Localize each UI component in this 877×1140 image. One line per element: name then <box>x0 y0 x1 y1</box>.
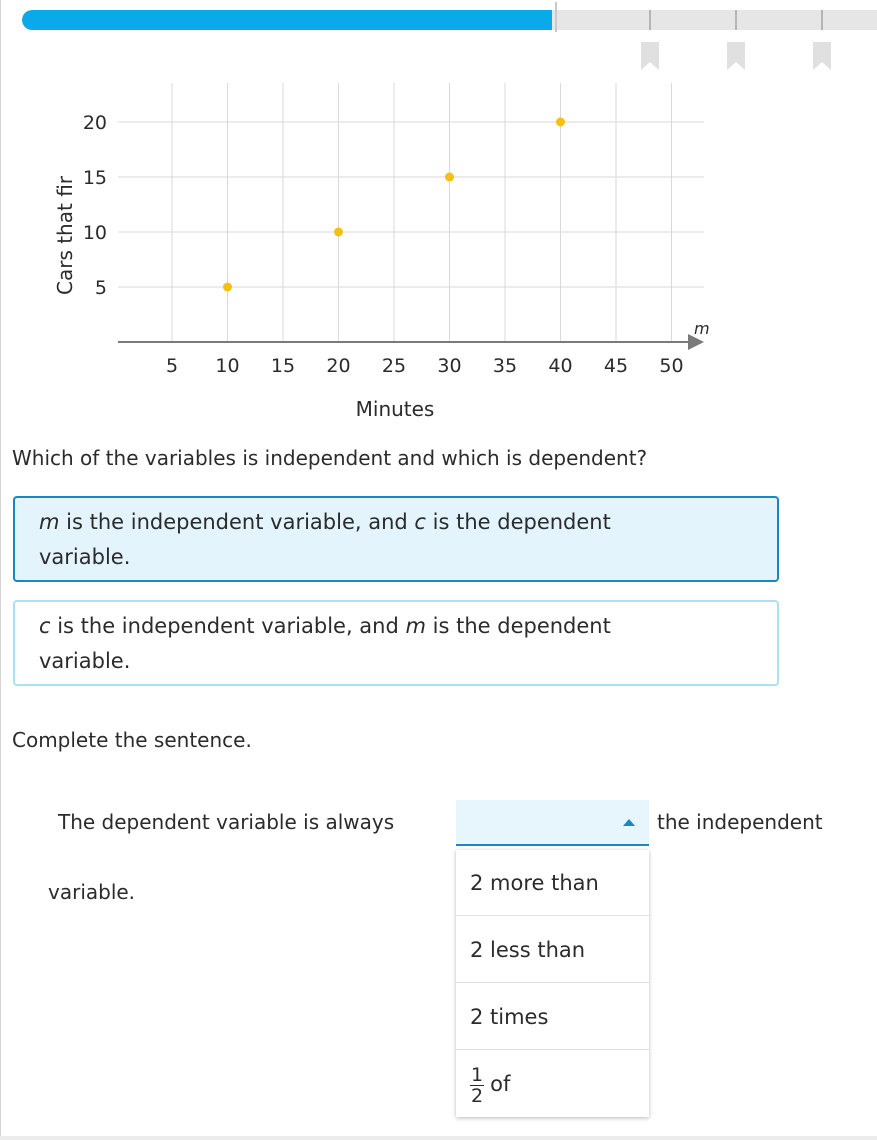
dropdown-option-4[interactable] <box>456 1051 649 1117</box>
bookmark-icon <box>813 42 831 70</box>
x-tick-label-10: 10 <box>215 355 240 377</box>
choice-1-var2: c <box>414 510 426 534</box>
data-point-1 <box>223 283 232 292</box>
caret-up-icon <box>623 819 635 826</box>
fraction-denominator: 2 <box>471 1084 484 1107</box>
progress-fill <box>22 10 552 30</box>
choice-2-mid: is the independent variable, and <box>50 614 406 638</box>
x-axis-label: Minutes <box>355 397 435 421</box>
fraction-word: of <box>490 1072 511 1096</box>
data-point-2 <box>334 228 343 237</box>
y-tick-label-5: 5 <box>94 277 107 299</box>
choice-1-var1: m <box>39 510 60 534</box>
checkpoint-tick-2 <box>735 10 737 30</box>
complete-instruction: Complete the sentence. <box>12 728 252 752</box>
dropdown-menu <box>456 850 649 1117</box>
choice-2-var2: m <box>405 614 426 638</box>
dropdown-option-3[interactable]: 2 times <box>456 984 649 1050</box>
choice-1-mid: is the independent variable, and <box>59 510 415 534</box>
sentence-tail: variable. <box>48 880 136 904</box>
y-tick-label-15: 15 <box>82 167 107 189</box>
bookmark-icon <box>727 42 745 70</box>
y-axis-label: Cars that fir <box>53 175 77 295</box>
progress-bar <box>22 10 877 30</box>
sentence-start: The dependent variable is always <box>58 810 395 834</box>
x-tick-label-30: 30 <box>437 355 462 377</box>
y-tick-label-10: 10 <box>82 222 107 244</box>
x-tick-label-35: 35 <box>492 355 518 377</box>
checkpoint-tick-1 <box>649 10 651 30</box>
progress-divider <box>555 2 557 32</box>
choice-1-end: is the dependent <box>425 510 611 534</box>
checkpoint-tick-3 <box>821 10 823 30</box>
data-point-3 <box>445 173 454 182</box>
bookmark-icon <box>641 42 659 70</box>
choice-2-var1: c <box>39 614 51 638</box>
x-tick-label-5: 5 <box>165 355 179 377</box>
x-tick-label-15: 15 <box>270 355 296 377</box>
answer-choice-2[interactable] <box>13 600 779 686</box>
answer-choice-1[interactable] <box>13 496 779 582</box>
y-tick-labels <box>83 112 107 299</box>
choice-2-line-1 <box>39 609 753 644</box>
scatter-chart <box>0 70 877 430</box>
data-point-4 <box>556 118 565 127</box>
choice-1-line-2: variable. <box>39 545 131 569</box>
choice-2-line-2: variable. <box>39 649 131 673</box>
x-tick-label-50: 50 <box>659 355 684 377</box>
x-tick-label-25: 25 <box>381 355 407 377</box>
question-prompt: Which of the variables is independent and which is dependent? <box>12 446 648 470</box>
x-axis-variable: m <box>694 319 710 338</box>
fraction <box>470 1065 484 1106</box>
fraction-numerator: 1 <box>471 1063 484 1086</box>
x-tick-label-45: 45 <box>603 355 629 377</box>
x-tick-label-20: 20 <box>326 355 351 377</box>
x-tick-labels <box>166 355 684 377</box>
dropdown-option-1[interactable]: 2 more than <box>456 850 649 916</box>
y-tick-label-20: 20 <box>82 112 107 134</box>
bottom-border <box>0 1136 877 1140</box>
dropdown-option-2[interactable]: 2 less than <box>456 917 649 983</box>
blank-dropdown[interactable] <box>456 800 649 846</box>
sentence-end: the independent <box>657 810 823 834</box>
choice-1-line-1 <box>39 505 753 540</box>
choice-2-end: is the dependent <box>425 614 611 638</box>
x-tick-label-40: 40 <box>548 355 573 377</box>
